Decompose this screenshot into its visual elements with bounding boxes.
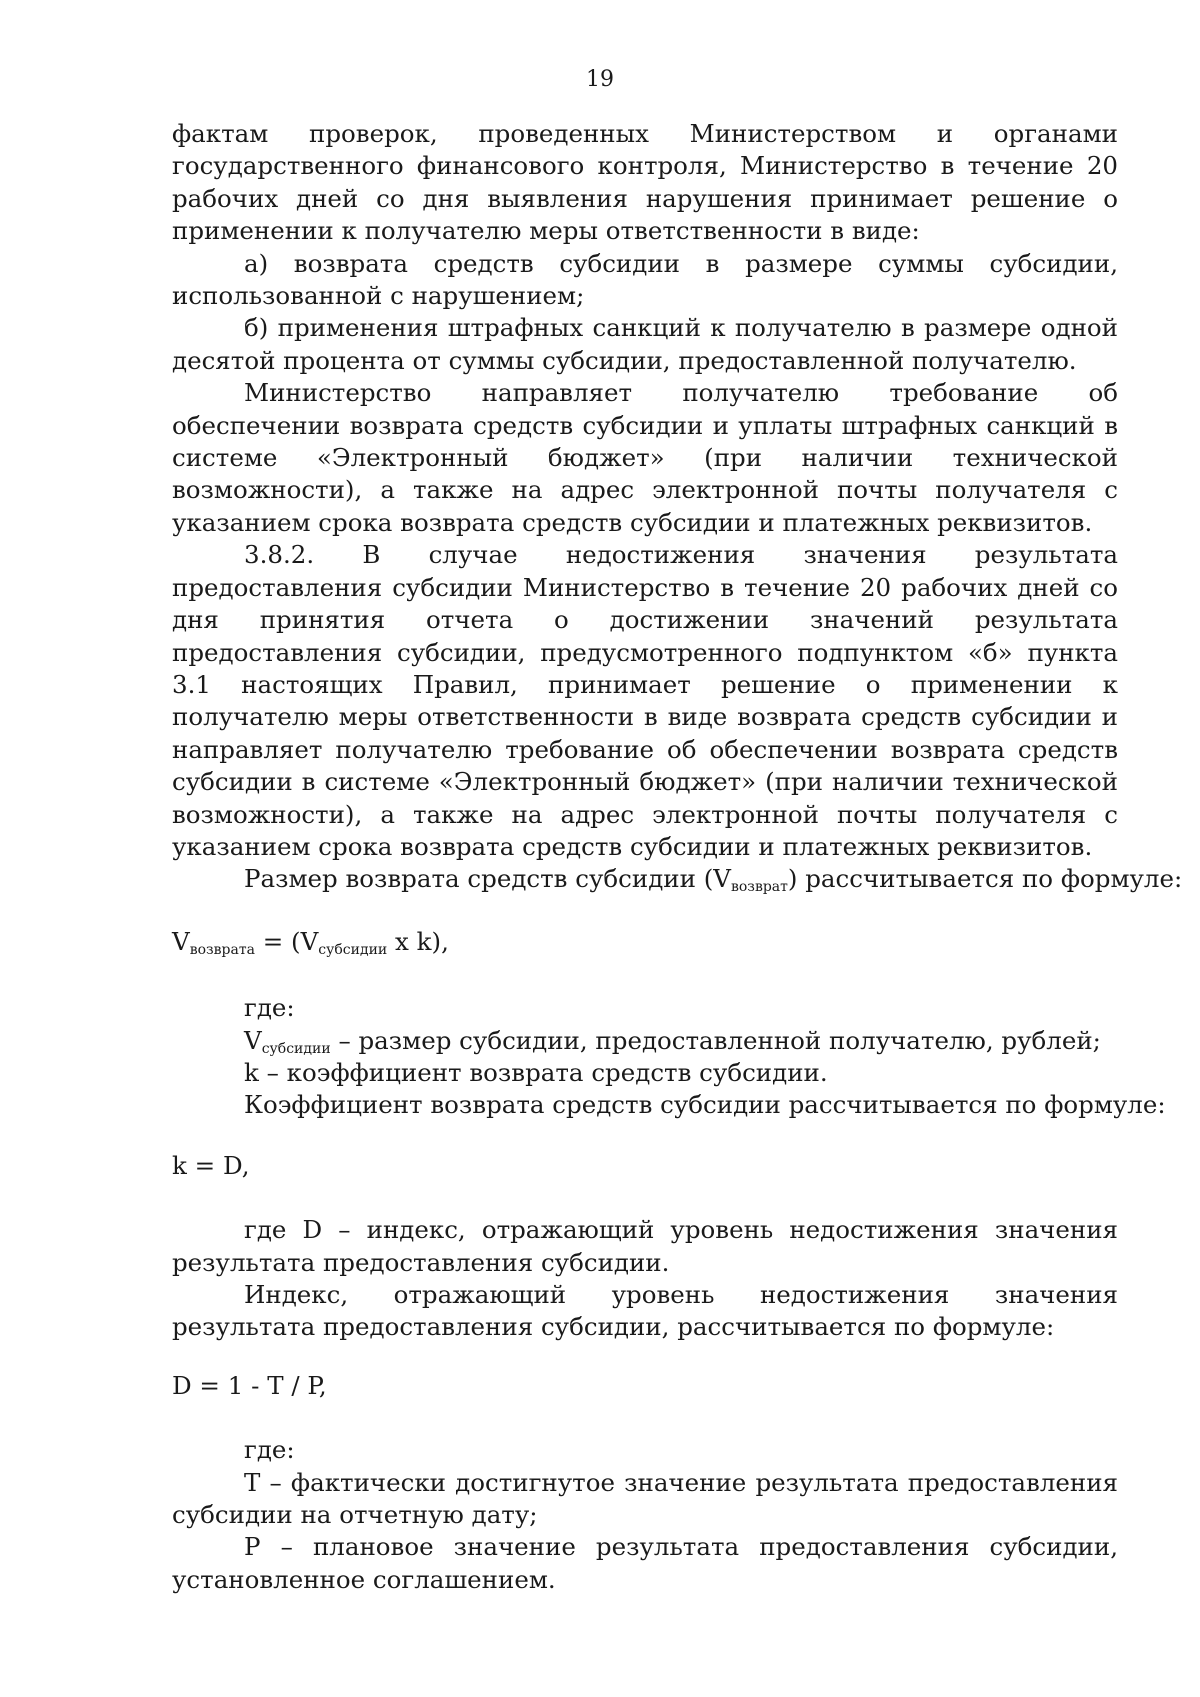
paragraph-item-b: б) применения штрафных санкций к получателю в размере одной десятой процента от суммы субсидии, предоставленной получателю.: [172, 313, 1118, 375]
paragraph-where: где:: [244, 993, 295, 1023]
formula-symbol: V: [172, 926, 190, 956]
definition-v-subsidy: [172, 1025, 1118, 1057]
paragraph-formula-intro: Индекс, отражающий уровень недостижения значения результата предоставления субсидии, рассчитывается по формуле:: [172, 1280, 1118, 1342]
paragraph-where: где:: [244, 1435, 295, 1465]
text: V: [244, 1025, 262, 1055]
definition-p: P – плановое значение результата предоставления субсидии, установленное соглашением.: [172, 1532, 1118, 1594]
definition-k: k – коэффициент возврата средств субсидии.: [244, 1057, 828, 1087]
subscript: возврат: [731, 879, 788, 896]
paragraph-formula-intro: Коэффициент возврата средств субсидии рассчитывается по формуле:: [244, 1090, 1166, 1120]
formula-coefficient: k = D,: [172, 1150, 250, 1180]
document-body: [172, 118, 1183, 1596]
paragraph: фактам проверок, проведенных Министерством и органами государственного финансового контроля, Министерство в течение 20 рабочих дней со дня выявления нарушения принимает решение о применении к получателю меры ответственности в виде:: [172, 119, 1118, 246]
paragraph-formula-intro: [172, 863, 1183, 896]
text: ) рассчитывается по формуле:: [787, 864, 1183, 894]
paragraph-3-8-2: 3.8.2. В случае недостижения значения результата предоставления субсидии Министерство в течение 20 рабочих дней со дня принятия отчета о достижении значений результата предоставления субсидии, предусмотренного подпунктом «б» пункта 3.1 настоящих Правил, принимает решение о применении к получателю меры ответственности в виде возврата средств субсидии и направляет получателю требование об обеспечении возврата средств субсидии в системе «Электронный бюджет» (при наличии технической возможности), а также на адрес электронной почты получателя с указанием срока возврата средств субсидии и платежных реквизитов.: [172, 540, 1118, 861]
paragraph-item-a: а) возврата средств субсидии в размере суммы субсидии, использованной с нарушением;: [172, 248, 1118, 311]
formula-symbol: = (V: [254, 926, 319, 956]
definition-t: T – фактически достигнутое значение результата предоставления субсидии на отчетную дату;: [172, 1467, 1118, 1530]
subscript: субсидии: [261, 1040, 331, 1057]
formula-symbol: x k),: [387, 926, 449, 956]
formula-return-amount: [172, 926, 1118, 958]
text: – размер субсидии, предоставленной получателю, рублей;: [330, 1025, 1101, 1055]
page-number: 19: [586, 67, 614, 92]
formula-index: D = 1 - T / P,: [172, 1370, 327, 1400]
text: Размер возврата средств субсидии (V: [244, 864, 731, 894]
definition-d: где D – индекс, отражающий уровень недостижения значения результата предоставления субсидии.: [172, 1215, 1118, 1277]
paragraph: Министерство направляет получателю требование об обеспечении возврата средств субсидии и уплаты штрафных санкций в системе «Электронный бюджет» (при наличии технической возможности), а также на адрес электронной почты получателя с указанием срока возврата средств субсидии и платежных реквизитов.: [172, 378, 1118, 537]
subscript: возврата: [189, 941, 255, 958]
subscript: субсидии: [318, 941, 388, 958]
